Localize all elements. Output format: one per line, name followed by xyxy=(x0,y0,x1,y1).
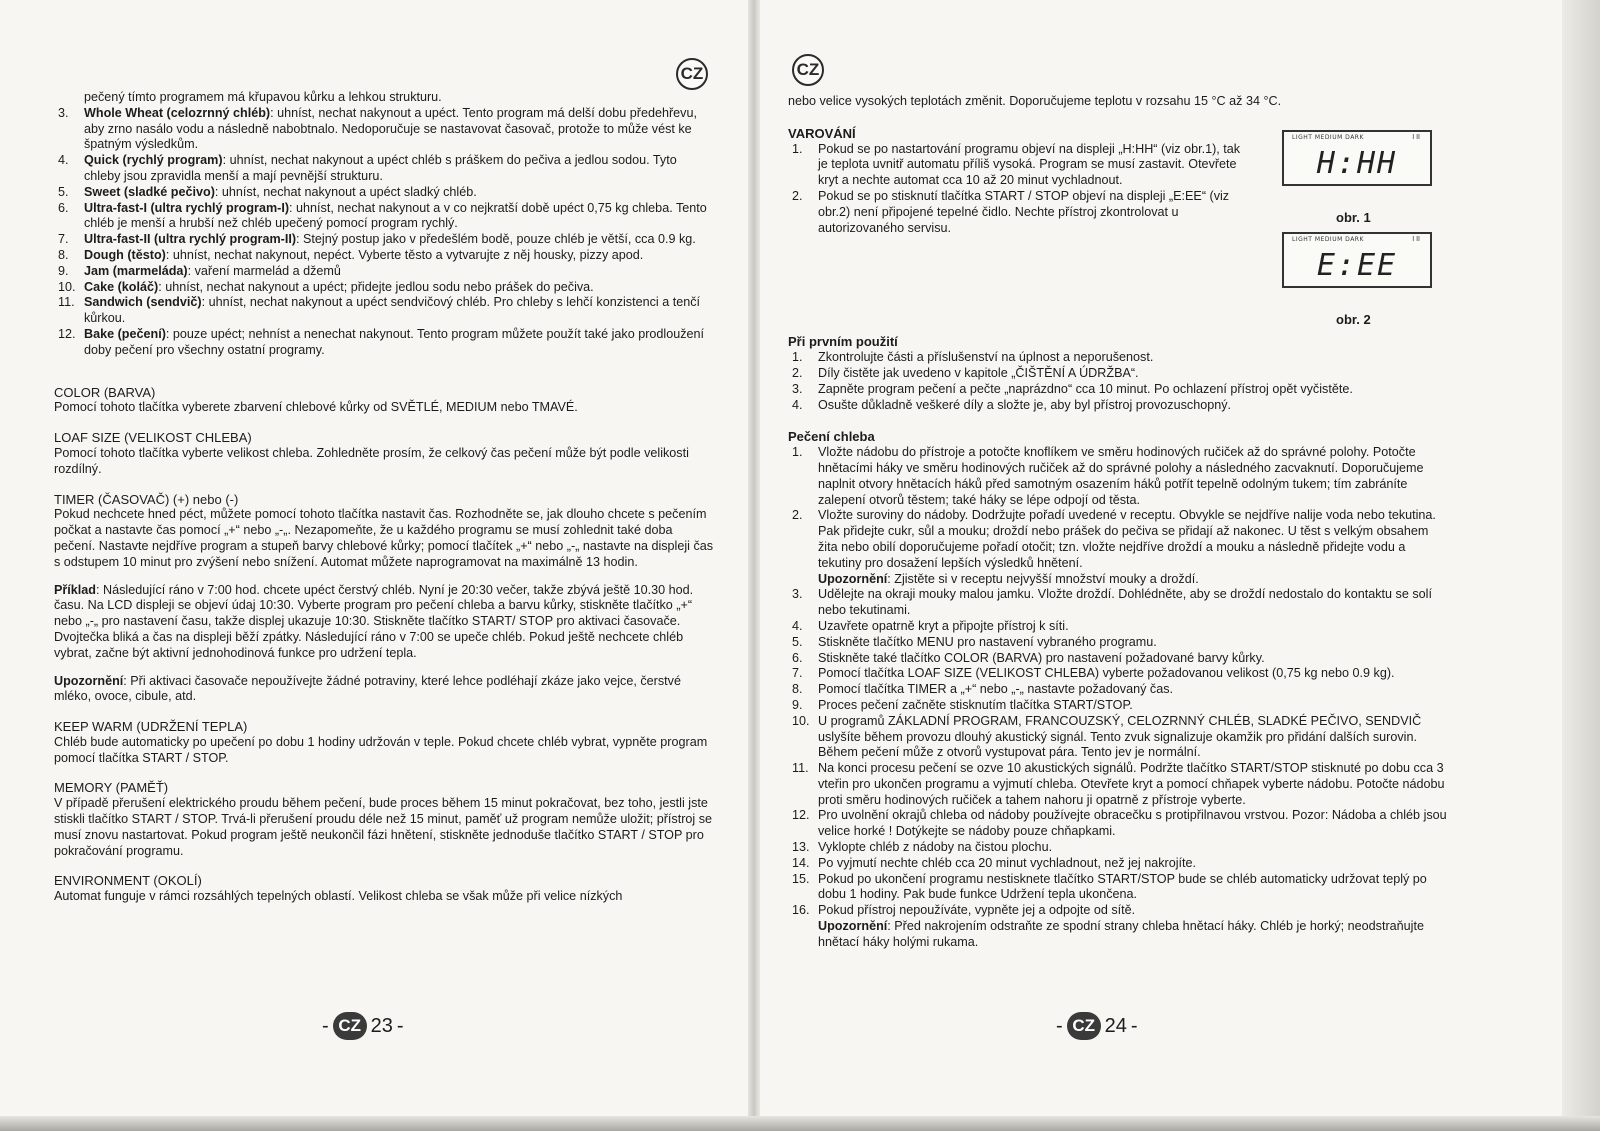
page-number-value: 23 xyxy=(370,1014,393,1037)
list-item-number: 5. xyxy=(58,184,69,199)
list-item-number: 12. xyxy=(792,808,810,823)
list-item-text xyxy=(84,280,714,296)
list-item xyxy=(788,508,1448,571)
loaf-size-title: LOAF SIZE (VELIKOST CHLEBA) xyxy=(54,430,252,446)
list-item-number: 15. xyxy=(792,871,810,886)
list-item-number: 1. xyxy=(792,141,803,156)
lcd-size-bars: I II xyxy=(1412,236,1420,243)
program-description: : uhníst, nechat nakynout a upéct. Tento program má delší dobu předehřevu, aby zrno nasálo vodu a následně nabobtnalo. Nedoporučuje se nastavovat časovač, protože to může vést ke špatným výsledkům. xyxy=(84,105,697,152)
step-description: Vložte nádobu do přístroje a potočte knoflíkem ve směru hodinových ručiček až do správné polohy. Potočte hnětacími háky ve směru hodinových ručiček až do správné polohy a následného zacvaknutí. Doporučujeme naplnit otvory hnětacích háků před samotným osazením háků potřít tepelně odolným tukem; tím zabráníte zalepení otvorů těstem; také háky se lépe odpojí od těsta. xyxy=(818,445,1424,507)
note-label: Upozornění xyxy=(818,571,888,586)
page-number-left xyxy=(322,1012,404,1040)
list-item-text xyxy=(84,153,714,185)
page-number-right xyxy=(1056,1012,1138,1040)
program-name: Ultra-fast-II (ultra rychlý program-II) xyxy=(84,232,297,247)
example-paragraph xyxy=(54,583,714,662)
list-item-text xyxy=(818,872,1448,904)
list-item xyxy=(54,280,714,296)
step-description: Stiskněte tlačítko MENU pro nastavení vybraného programu. xyxy=(818,634,1157,649)
list-item-number: 6. xyxy=(792,650,803,665)
lcd-digits: E:EE xyxy=(1316,248,1398,283)
color-title: COLOR (BARVA) xyxy=(54,384,156,400)
list-item xyxy=(788,682,1448,698)
list-item-text xyxy=(84,232,714,248)
list-item-text xyxy=(818,666,1448,682)
step-description: Pokud se po nastartování programu objeví na displeji „H:HH“ (viz obr.1), tak je teplota uvnitř automatu příliš vysoká. Program se musí zastavit. Otevřete kryt a nechte automat cca 10 až 20 minut vychladnout. xyxy=(818,141,1241,188)
list-item-number: 1. xyxy=(792,350,803,365)
lcd-crust-labels: LIGHT MEDIUM DARK xyxy=(1292,236,1364,243)
list-item-text xyxy=(818,189,1248,236)
list-item xyxy=(788,142,1248,189)
list-item xyxy=(54,232,714,248)
list-item-text xyxy=(818,651,1448,667)
list-item-number: 9. xyxy=(58,263,69,278)
program-name: Bake (pečení) xyxy=(84,326,166,341)
list-item xyxy=(788,808,1448,840)
step-description: Stiskněte také tlačítko COLOR (BARVA) pro nastavení požadované barvy kůrky. xyxy=(818,650,1265,665)
list-item xyxy=(788,856,1448,872)
step-note xyxy=(788,572,1448,588)
page-number-suffix: - xyxy=(1130,1014,1138,1037)
figure-1-caption: obr. 1 xyxy=(1332,210,1375,225)
keep-warm-text: Chléb bude automaticky po upečení po dobu 1 hodiny udržován v teple. Pokud chcete chléb vybrat, vypněte program pomocí tlačítka START / STOP. xyxy=(54,734,708,765)
program-name: Sandwich (sendvič) xyxy=(84,295,202,310)
timer-text: Pokud nechcete hned péct, můžete pomocí tohoto tlačítka nastavit čas. Rozhodněte se, jak dlouho chcete s pečením počkat a nastavte čas pomocí „+“ nebo „-„. Nezapomeňte, že u každého programu se musí zohlednit také doba pečení. Nastavte nejdříve program a stupeň barvy chlebové kůrky; pomocí tlačítek „+“ nebo „-„ nastavte na displeji čas s odstupem 10 minut pro zvýšení nebo snížení. Automat můžete naprogramovat na maximálně 13 hodin. xyxy=(54,507,714,569)
program-description: : uhníst, nechat nakynout a upéct; přidejte jedlou sodu nebo prášek do pečiva. xyxy=(158,279,594,294)
list-item xyxy=(788,398,1448,414)
page-number-value: 24 xyxy=(1104,1014,1127,1037)
list-item-text xyxy=(818,350,1448,366)
list-item-number: 2. xyxy=(792,365,803,380)
list-item xyxy=(788,619,1448,635)
list-item-text xyxy=(818,714,1448,761)
list-item-number: 7. xyxy=(792,666,803,681)
list-item-number: 14. xyxy=(792,855,810,870)
program-name: Jam (marmeláda) xyxy=(84,263,188,278)
page-number-prefix: - xyxy=(322,1014,329,1037)
scan-bottom-edge xyxy=(0,1116,1600,1131)
program-description: : uhníst, nechat nakynout a upéct sendvičový chléb. Pro chleby s lehčí konzistenci a tenčí kůrkou. xyxy=(84,295,701,326)
page-number-prefix: - xyxy=(1056,1014,1063,1037)
list-item xyxy=(54,201,714,233)
step-description: Pokud přístroj nepoužíváte, vypněte jej a odpojte od sítě. xyxy=(818,903,1136,918)
list-item xyxy=(788,189,1248,236)
list-item xyxy=(788,445,1448,508)
lcd-size-bars: I II xyxy=(1412,134,1420,141)
step-description: Pokud po ukončení programu nestisknete tlačítko START/STOP bude se chléb automaticky udržovat teplý po dobu 1 hodiny. Pak bude funkce Udržení tepla ukončena. xyxy=(818,871,1427,902)
memory-title: MEMORY (PAMĚŤ) xyxy=(54,780,169,796)
list-item xyxy=(54,327,714,359)
warning-list xyxy=(788,142,1248,237)
list-item xyxy=(788,587,1448,619)
list-item-number: 16. xyxy=(792,903,810,918)
program-description: : pouze upéct; nehníst a nenechat nakynout. Tento program můžete použít také jako prodloužení doby pečení pro všechny ostatní programy. xyxy=(84,326,705,357)
program-name: Whole Wheat (celozrnný chléb) xyxy=(84,105,271,120)
next-page-edge xyxy=(1562,0,1600,1131)
list-item-number: 4. xyxy=(792,618,803,633)
cz-page-badge: CZ xyxy=(333,1012,367,1040)
list-item-text xyxy=(818,698,1448,714)
list-item-text xyxy=(818,840,1448,856)
list-item xyxy=(788,872,1448,904)
step-description: Po vyjmutí nechte chléb cca 20 minut vychladnout, než jej nakrojíte. xyxy=(818,855,1197,870)
list-item-text xyxy=(818,903,1448,919)
loaf-size-text: Pomocí tohoto tlačítka vyberte velikost chleba. Zohledněte prosím, že celkový čas pečení může být podle velikosti rozdílný. xyxy=(54,445,689,476)
step-description: Díly čistěte jak uvedeno v kapitole „ČIŠTĚNÍ A ÚDRŽBA“. xyxy=(818,365,1139,380)
list-item-number: 3. xyxy=(792,587,803,602)
step-description: U programů ZÁKLADNÍ PROGRAM, FRANCOUZSKÝ, CELOZRNNÝ CHLÉB, SLADKÉ PEČIVO, SENDVIČ uslyšíte během provozu dlouhý akustický signál. Tento zvuk signalizuje okamžik pro přidání dalších surovin. Během pečení může z otvorů vystupovat pára. Tento jev je normální. xyxy=(818,713,1422,760)
list-item-number: 8. xyxy=(58,247,69,262)
list-item-number: 11. xyxy=(792,761,809,776)
list-item xyxy=(788,382,1448,398)
program-description: : Stejný postup jako v předešlém bodě, pouze chléb je větší, cca 0.9 kg. xyxy=(296,232,696,247)
step-description: Pro uvolnění okrajů chleba od nádoby používejte obracečku s protipřilnavou vrstvou. Pozor: Nádoba a chléb jsou velice horké ! Dotýkejte se nádoby pouze chňapkami. xyxy=(818,808,1447,839)
list-item-text xyxy=(84,201,714,233)
program-name: Dough (těsto) xyxy=(84,247,166,262)
list-item xyxy=(788,635,1448,651)
list-item-text xyxy=(818,808,1448,840)
intro-line: pečený tímto programem má křupavou kůrku a lehkou strukturu. xyxy=(84,90,442,104)
list-item-text xyxy=(818,445,1448,508)
environment-text: Automat funguje v rámci rozsáhlých tepelných oblastí. Velikost chleba se však může při velice nízkých xyxy=(54,889,623,904)
list-item-number: 11. xyxy=(58,295,75,310)
step-description: Na konci procesu pečení se ozve 10 akustických signálů. Podržte tlačítko START/STOP stisknuté po dobu cca 3 vteřin pro ukončen programu a vyjmutí chleba. Otevřete kryt a pomocí chňapek vyberte nádobu. Potočte nádobu proti směru hodinových ručiček a tahem nahoru ji opatrně z přístroje vyberte. xyxy=(818,761,1445,807)
lcd-crust-labels: LIGHT MEDIUM DARK xyxy=(1292,134,1364,141)
memory-text: V případě přerušení elektrického proudu během pečení, bude proces během 15 minut pokračovat, bez toho, jestli jste stiskli tlačítko START / STOP. Trvá-li přerušení proudu déle než 15 minut, paměť už program nemůže uložit; přístroj se musí znovu nastartovat. Pokud program ještě neukončil fázi hnětení, stiskněte jednoduše tlačítko START / STOP pro pokračování programu. xyxy=(54,796,713,858)
list-item-text xyxy=(818,682,1448,698)
list-item-number: 3. xyxy=(58,105,69,120)
list-item-text xyxy=(818,508,1448,571)
program-description: : vaření marmelád a džemů xyxy=(187,263,341,278)
list-item-text xyxy=(818,587,1448,619)
example-label: Příklad xyxy=(54,582,96,597)
list-item-text xyxy=(84,327,714,359)
program-description: : uhníst, nechat nakynout a upéct sladký chléb. xyxy=(214,184,477,199)
list-item-text xyxy=(84,295,714,327)
program-name: Sweet (sladké pečivo) xyxy=(84,184,215,199)
step-description: Zapněte program pečení a pečte „naprázdno“ cca 10 minut. Po ochlazení přístroj opět vyčistěte. xyxy=(818,381,1353,396)
list-item xyxy=(54,295,714,327)
step-description: Osušte důkladně veškeré díly a složte je, aby byl přístroj provozuschopný. xyxy=(818,397,1232,412)
list-item-number: 10. xyxy=(792,713,810,728)
color-text: Pomocí tohoto tlačítka vyberete zbarvení chlebové kůrky od SVĚTLÉ, MEDIUM nebo TMAVÉ. xyxy=(54,400,578,415)
list-item-text xyxy=(818,382,1448,398)
list-item-number: 9. xyxy=(792,697,803,712)
program-description: : uhníst, nechat nakynout a v co nejkratší době upéct 0,75 kg chleba. Tento chléb je menší a hrubší než chléb upečený pomocí program rychlý. xyxy=(84,200,707,231)
left-page xyxy=(0,0,752,1131)
step-description: Zkontrolujte části a příslušenství na úplnost a neporušenost. xyxy=(818,350,1154,365)
list-item-number: 7. xyxy=(58,232,69,247)
step-description: Uzavřete opatrně kryt a připojte přístroj k síti. xyxy=(818,618,1069,633)
list-item-text xyxy=(818,398,1448,414)
keep-warm-title: KEEP WARM (UDRŽENÍ TEPLA) xyxy=(54,719,248,735)
list-item-number: 13. xyxy=(792,840,810,855)
list-item-number: 6. xyxy=(58,200,69,215)
list-item xyxy=(788,666,1448,682)
list-item-number: 4. xyxy=(58,153,69,168)
cz-badge: CZ xyxy=(676,58,708,90)
list-item xyxy=(788,903,1448,919)
program-list xyxy=(54,106,714,359)
step-description: Udělejte na okraji mouky malou jamku. Vložte droždí. Dohlédněte, aby se droždí nedostalo do kontaktu se solí nebo tekutinami. xyxy=(818,587,1432,618)
list-item xyxy=(788,366,1448,382)
list-item-number: 2. xyxy=(792,508,803,523)
intro-line: nebo velice vysokých teplotách změnit. Doporučujeme teplotu v rozsahu 15 °C až 34 °C. xyxy=(788,94,1282,108)
step-description: Vložte suroviny do nádoby. Dodržujte pořadí uvedené v receptu. Obvykle se nejdříve nalije voda nebo tekutina. Pak přidejte cukr, sůl a mouku; droždí nebo prášek do pečiva se přidají až nakonec. U těst s velkým obsahem žita nebo obilí doporučujeme pořadí otočit; tzn. vložte nejdříve droždí a mouku a následně přidejte vodu a tekutiny pro dosažení lepších výsledků hnětení. xyxy=(818,508,1436,570)
left-column xyxy=(54,90,714,905)
step-description: Pokud se po stisknutí tlačítka START / STOP objeví na displeji „E:EE“ (viz obr.2) není připojené tepelné čidlo. Nechte přístroj zkontrolovat u autorizovaného servisu. xyxy=(818,188,1230,235)
list-item-text xyxy=(84,106,714,153)
list-item xyxy=(54,106,714,153)
list-item-number: 12. xyxy=(58,326,76,341)
list-item xyxy=(788,840,1448,856)
list-item-number: 1. xyxy=(792,445,803,460)
note-text: : Zjistěte si v receptu nejvyšší množství mouky a droždí. xyxy=(887,571,1199,586)
list-item-text xyxy=(818,619,1448,635)
list-item xyxy=(788,651,1448,667)
step-description: Vyklopte chléb z nádoby na čistou plochu. xyxy=(818,840,1053,855)
timer-title: TIMER (ČASOVAČ) (+) nebo (-) xyxy=(54,491,239,507)
right-page xyxy=(760,0,1600,1131)
lcd-display-figure-2 xyxy=(1282,232,1432,288)
warning-paragraph xyxy=(54,674,714,706)
step-description: Pomocí tlačítka LOAF SIZE (VELIKOST CHLEBA) vyberte požadovanou velikost (0,75 kg nebo 0.9 kg). xyxy=(818,666,1395,681)
list-item-number: 2. xyxy=(792,188,803,203)
environment-title: ENVIRONMENT (OKOLÍ) xyxy=(54,873,202,889)
step-note xyxy=(788,919,1448,951)
program-name: Quick (rychlý program) xyxy=(84,153,223,168)
list-item-number: 10. xyxy=(58,279,76,294)
list-item xyxy=(788,698,1448,714)
example-text: : Následující ráno v 7:00 hod. chcete upéct čerstvý chléb. Nyní je 20:30 večer, takže zbývá ještě 10.30 hod. času. Na LCD displeji se objeví údaj 10:30. Vyberte program pro pečení chleba a barvu kůrky, stiskněte tlačítko „+“ nebo „-„ pro nastavení času, takže displej ukazuje 10:30. Stiskněte tlačítko START/ STOP pro aktivaci časovače. Dvojtečka bliká a čas na displeji běží zpátky. Následující ráno v 7:00 se upeče chléb. Pokud ještě nechcete chléb vybrat, začne být aktivní jednohodinová funkce pro udržení tepla. xyxy=(54,582,694,660)
list-item-text xyxy=(818,761,1448,808)
list-item-text xyxy=(818,142,1248,189)
list-item-text xyxy=(818,856,1448,872)
list-item xyxy=(54,264,714,280)
warnings-title: VAROVÁNÍ xyxy=(788,125,856,141)
list-item-number: 8. xyxy=(792,682,803,697)
first-use-title: Při prvním použití xyxy=(788,334,898,350)
program-name: Ultra-fast-I (ultra rychlý program-I) xyxy=(84,200,290,215)
cz-page-badge: CZ xyxy=(1067,1012,1101,1040)
lcd-digits: H:HH xyxy=(1316,146,1398,181)
note-text: : Před nakrojením odstraňte ze spodní strany chleba hnětací háky. Chléb je horký; neodstraňujte hnětací háky holými rukama. xyxy=(818,919,1424,949)
list-item-text xyxy=(84,264,714,280)
list-item xyxy=(54,248,714,264)
list-item-text xyxy=(84,185,714,201)
program-description: : uhníst, nechat nakynout, nepéct. Vyberte těsto a vytvarujte z něj housky, pizzy apod. xyxy=(165,247,644,262)
list-item xyxy=(54,185,714,201)
warning-label: Upozornění xyxy=(54,673,124,688)
list-item xyxy=(54,153,714,185)
figure-2-caption: obr. 2 xyxy=(1332,312,1375,327)
list-item-text xyxy=(84,248,714,264)
list-item xyxy=(788,714,1448,761)
list-item-text xyxy=(818,635,1448,651)
cz-badge: CZ xyxy=(792,54,824,86)
list-item-number: 3. xyxy=(792,381,803,396)
list-item xyxy=(788,350,1448,366)
step-description: Proces pečení začněte stisknutím tlačítka START/STOP. xyxy=(818,697,1133,712)
note-label: Upozornění xyxy=(818,919,888,934)
step-description: Pomocí tlačítka TIMER a „+“ nebo „-„ nastavte požadovaný čas. xyxy=(818,682,1173,697)
baking-list xyxy=(788,445,1448,951)
page-number-suffix: - xyxy=(396,1014,404,1037)
program-description: : uhníst, nechat nakynout a upéct chléb s práškem do pečiva a jedlou sodou. Tyto chleby jsou zpravidla menší a mají pevnější strukturu. xyxy=(84,153,677,183)
list-item-text xyxy=(818,366,1448,382)
warning-text: : Při aktivaci časovače nepoužívejte žádné potraviny, které lehce podléhají zkáze jako vejce, čerstvé mléko, ovoce, cibule, atd. xyxy=(54,673,681,704)
lcd-display-figure-1 xyxy=(1282,130,1432,186)
program-name: Cake (koláč) xyxy=(84,279,159,294)
list-item-number: 5. xyxy=(792,634,803,649)
list-item xyxy=(788,761,1448,808)
baking-title: Pečení chleba xyxy=(788,429,875,445)
first-use-list xyxy=(788,350,1448,413)
list-item-number: 4. xyxy=(792,397,803,412)
